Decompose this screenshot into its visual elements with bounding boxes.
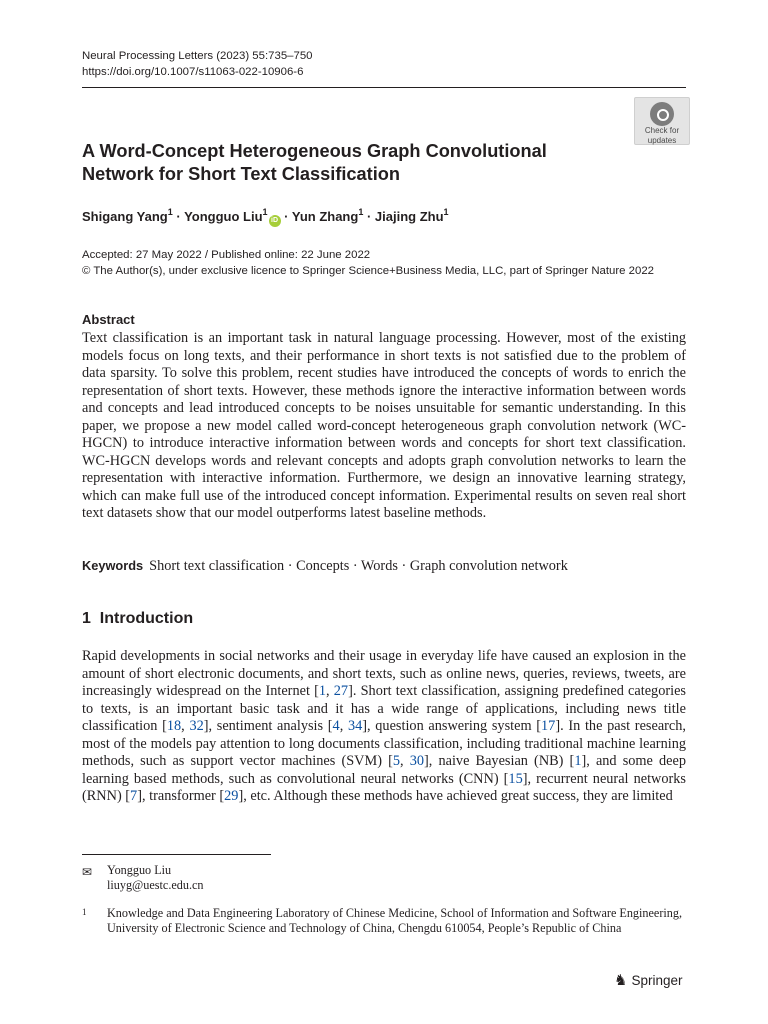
check-for-updates-badge[interactable] <box>634 97 690 145</box>
section-heading <box>82 608 193 630</box>
header-rule <box>82 87 686 88</box>
intro-text-segment: Rapid developments in social networks and their usage in everyday life have caused an explosion in the amount of short electronic documents, and short texts, such as online news, queries, reviews, tweets, are increasingly widespread on the Internet [ <box>82 648 686 699</box>
keywords-list: Short text classification · Concepts · Words · Graph convolution network <box>149 558 568 574</box>
journal-header <box>82 48 313 80</box>
author-affil-mark: 1 <box>262 206 268 217</box>
keywords <box>82 556 686 576</box>
citation-link[interactable]: 15 <box>508 770 523 787</box>
check-for-updates-icon <box>650 102 674 126</box>
section-title: Introduction <box>99 610 194 627</box>
intro-text-segment: ], sentiment analysis [ <box>203 718 333 734</box>
author-name[interactable]: Shigang Yang <box>82 209 168 224</box>
intro-text-segment: ]. Short text classification, assigning predefined categories to texts, is an important basic task and it has a wide range of applications, including news title classification [ <box>82 683 686 734</box>
intro-text-segment: , <box>400 753 410 769</box>
abstract-heading: Abstract <box>82 312 135 327</box>
corresponding-email[interactable]: liuyg@uestc.edu.cn <box>107 877 204 892</box>
intro-text-segment: , <box>339 718 348 734</box>
corresponding-author <box>107 863 204 892</box>
orcid-icon[interactable]: iD <box>269 215 281 227</box>
citation-link[interactable]: 4 <box>332 718 340 734</box>
citation-link[interactable]: 34 <box>347 718 363 734</box>
intro-text-segment: ], naive Bayesian (NB) [ <box>424 753 575 769</box>
author-separator: · <box>280 209 292 224</box>
intro-text-segment: , <box>326 683 334 699</box>
abstract-text: Text classification is an important task in natural language processing. However, most of the existing models focus on long texts, and their performance in short texts is not satisfied due to the problem of data sparsity. To solve this problem, recent studies have introduced the concepts of words to enrich the representation of short texts. However, these methods ignore the interactive information between words and concepts and lead introduced concepts to be noises unsuitable for semantic understanding. In this paper, we propose a new model called word-concept heterogeneous graph convolution network (WC-HGCN) to introduce interactive information between words and concepts for short text classification. WC-HGCN develops words and relevant concepts and adopts graph convolution networks to learn the representation with interactive information. Furthermore, we design an innovative learning strategy, which can make full use of the introduced concept information. Experimental results on seven real short text datasets show that our model outperforms latest baseline methods. <box>82 330 686 521</box>
citation-link[interactable]: 1 <box>318 683 327 699</box>
intro-text-segment: ], recurrent neural networks (RNN) [ <box>82 770 686 804</box>
intro-text-segment: ], question answering system [ <box>362 718 542 734</box>
citation-link[interactable]: 7 <box>130 788 138 804</box>
badge-line-1: Check for <box>644 126 680 135</box>
intro-text-segment: ], and some deep learning based methods, such as convolutional neural networks (CNN) [ <box>82 753 686 787</box>
citation-link[interactable]: 32 <box>189 718 204 734</box>
author-name[interactable]: Yun Zhang <box>291 209 359 224</box>
section-number: 1 <box>82 610 91 627</box>
intro-text-segment: , <box>181 718 190 734</box>
citation-link[interactable]: 18 <box>166 718 182 734</box>
copyright-line: © The Author(s), under exclusive licence to Springer Science+Business Media, LLC, part of Springer Nature 2022 <box>82 265 655 277</box>
affiliation-mark: 1 <box>82 907 87 917</box>
paper-title: A Word-Concept Heterogeneous Graph Convolutional Network for Short Text Classification <box>82 141 547 184</box>
citation-link[interactable]: 27 <box>333 683 349 699</box>
dates-line: Accepted: 27 May 2022 / Published online: 22 June 2022 <box>82 249 371 261</box>
publication-info <box>82 247 654 279</box>
publisher-logo <box>614 972 682 990</box>
doi-link[interactable]: https://doi.org/10.1007/s11063-022-10906-6 <box>82 66 304 78</box>
author-name[interactable]: Jiajing Zhu <box>374 209 444 224</box>
intro-text-segment: ]. In the past research, most of the models pay attention to long documents classification, including traditional machine learning methods, such as support vector machines (SVM) [ <box>82 718 686 769</box>
intro-paragraph <box>82 648 686 806</box>
author-affil-mark: 1 <box>443 206 449 217</box>
citation-link[interactable]: 5 <box>392 753 400 769</box>
author-name[interactable]: Yongguo Liu <box>184 209 263 224</box>
author-affil-mark: 1 <box>358 206 364 217</box>
journal-citation: Neural Processing Letters (2023) 55:735–750 <box>82 50 313 62</box>
author-affil-mark: 1 <box>167 206 173 217</box>
author-separator: · <box>363 209 375 224</box>
footnote-rule <box>82 854 271 855</box>
envelope-icon: ✉ <box>82 865 93 879</box>
badge-line-2: updates <box>647 135 677 145</box>
author-separator: · <box>172 209 185 224</box>
affiliation-text: Knowledge and Data Engineering Laboratory of Chinese Medicine, School of Information and Software Engineering, University of Electronic Science and Technology of China, Chengdu 610054, People’s Republic of China <box>107 906 683 935</box>
springer-horse-icon: ♞ <box>614 972 628 989</box>
corresponding-name: Yongguo Liu <box>107 863 172 877</box>
publisher-name: Springer <box>631 973 683 988</box>
author-list <box>82 207 449 227</box>
citation-link[interactable]: 1 <box>574 753 582 769</box>
intro-text-segment: ], transformer [ <box>137 788 225 804</box>
keywords-label: Keywords <box>82 558 144 573</box>
citation-link[interactable]: 17 <box>541 718 556 734</box>
citation-link[interactable]: 29 <box>224 788 239 804</box>
citation-link[interactable]: 30 <box>409 753 424 769</box>
intro-text-segment: ], etc. Although these methods have achieved great success, they are limited <box>238 788 673 804</box>
